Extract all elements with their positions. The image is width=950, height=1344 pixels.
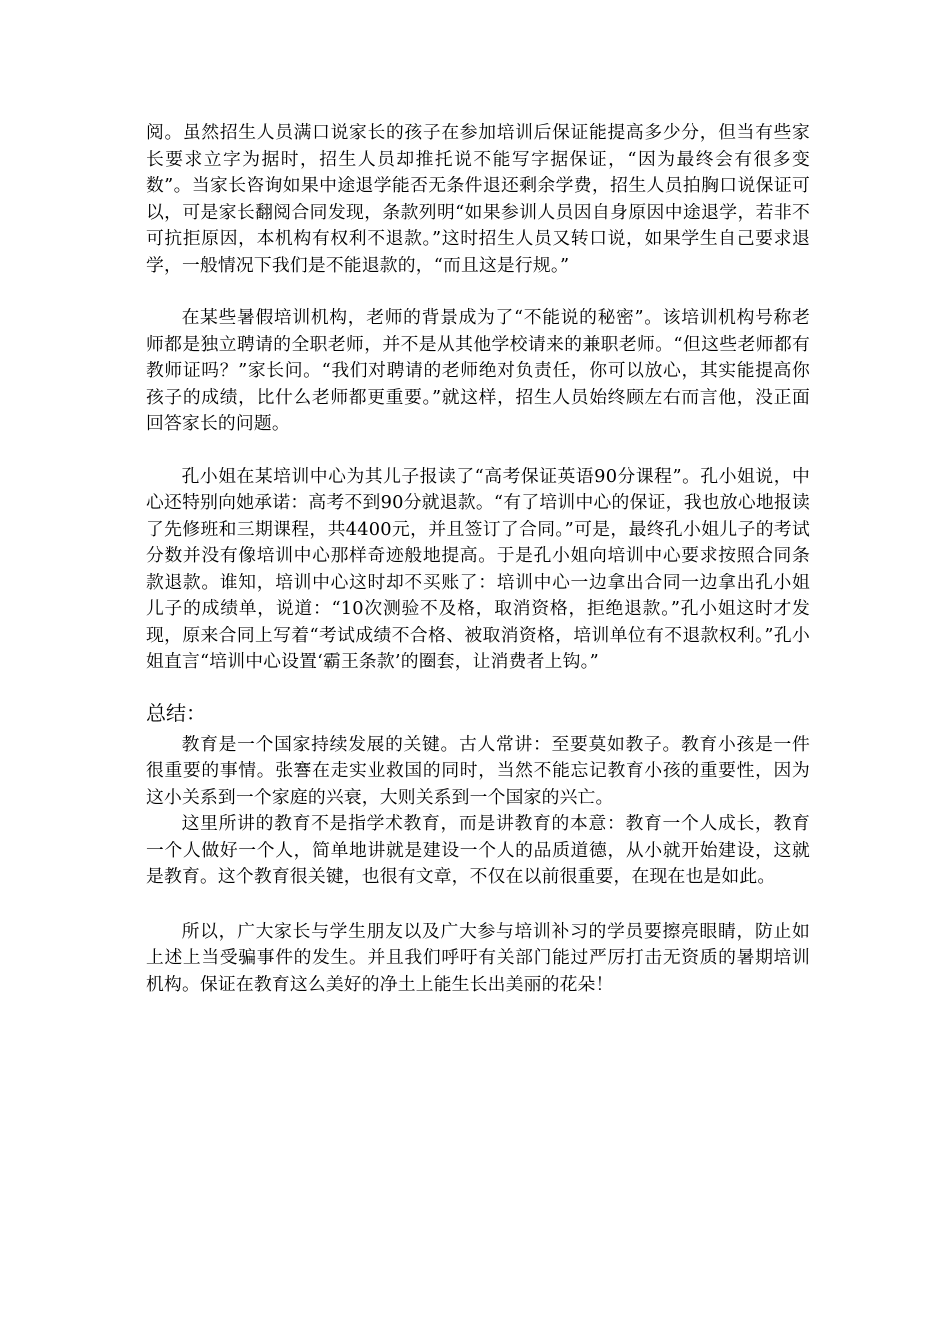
paragraph-enrollment-promises: 阅。虽然招生人员满口说家长的孩子在参加培训后保证能提高多少分，但当有些家长要求立字为据时，招生人员却推托说不能写字据保证，“因为最终会有很多变数”。当家长咨询如果中途退学能否无条件退还剩余学费，招生人员拍胸口说保证可以，可是家长翻阅合同发现，条款列明“如果参训人员因自身原因中途退学，若非不可抗拒原因，本机构有权利不退款。”这时招生人员又转口说，如果学生自己要求退学，一般情况下我们是不能退款的，“而且这是行规。” [146, 122, 810, 276]
summary-heading: 总结： [146, 700, 206, 725]
paragraph-teacher-background: 在某些暑假培训机构，老师的背景成为了“不能说的秘密”。该培训机构号称老师都是独立聘请的全职老师，并不是从其他学校请来的兼职老师。“但这些老师都有教师证吗？”家长问。“我们对聘请的老师绝对负责任，你可以放心，其实能提高你孩子的成绩，比什么老师都更重要。”就这样，招生人员始终顾左右而言他，没正面回答家长的问题。 [146, 307, 810, 434]
paragraph-ms-kong-case: 孔小姐在某培训中心为其儿子报读了“高考保证英语90分课程”。孔小姐说，中心还特别向她承诺：高考不到90分就退款。“有了培训中心的保证，我也放心地报读了先修班和三期课程，共4400元，并且签订了合同。”可是，最终孔小姐儿子的考试分数并没有像培训中心那样奇迹般地提高。于是孔小姐向培训中心要求按照合同条款退款。谁知，培训中心这时却不买账了：培训中心一边拿出合同一边拿出孔小姐儿子的成绩单，说道：“10次测验不及格，取消资格，拒绝退款。”孔小姐这时才发现，原来合同上写着“考试成绩不合格、被取消资格，培训单位有不退款权利。”孔小姐直言“培训中心设置‘霸王条款’的圈套，让消费者上钩。” [146, 465, 810, 672]
summary-paragraph-call-to-action: 所以，广大家长与学生朋友以及广大参与培训补习的学员要擦亮眼睛，防止如上述上当受骗事件的发生。并且我们呼吁有关部门能过严厉打击无资质的暑期培训机构。保证在教育这么美好的净土上能生长出美丽的花朵！ [146, 920, 810, 995]
summary-paragraph-importance: 教育是一个国家持续发展的关键。古人常讲：至要莫如教子。教育小孩是一件很重要的事情。张謇在走实业救国的同时，当然不能忘记教育小孩的重要性，因为这小关系到一个家庭的兴衰，大则关系到一个国家的兴亡。 [146, 733, 810, 808]
document-page [146, 120, 810, 998]
summary-paragraph-meaning: 这里所讲的教育不是指学术教育，而是讲教育的本意：教育一个人成长，教育一个人做好一个人，简单地讲就是建设一个人的品质道德，从小就开始建设，这就是教育。这个教育很关键，也很有文章，不仅在以前很重要，在现在也是如此。 [146, 813, 810, 887]
